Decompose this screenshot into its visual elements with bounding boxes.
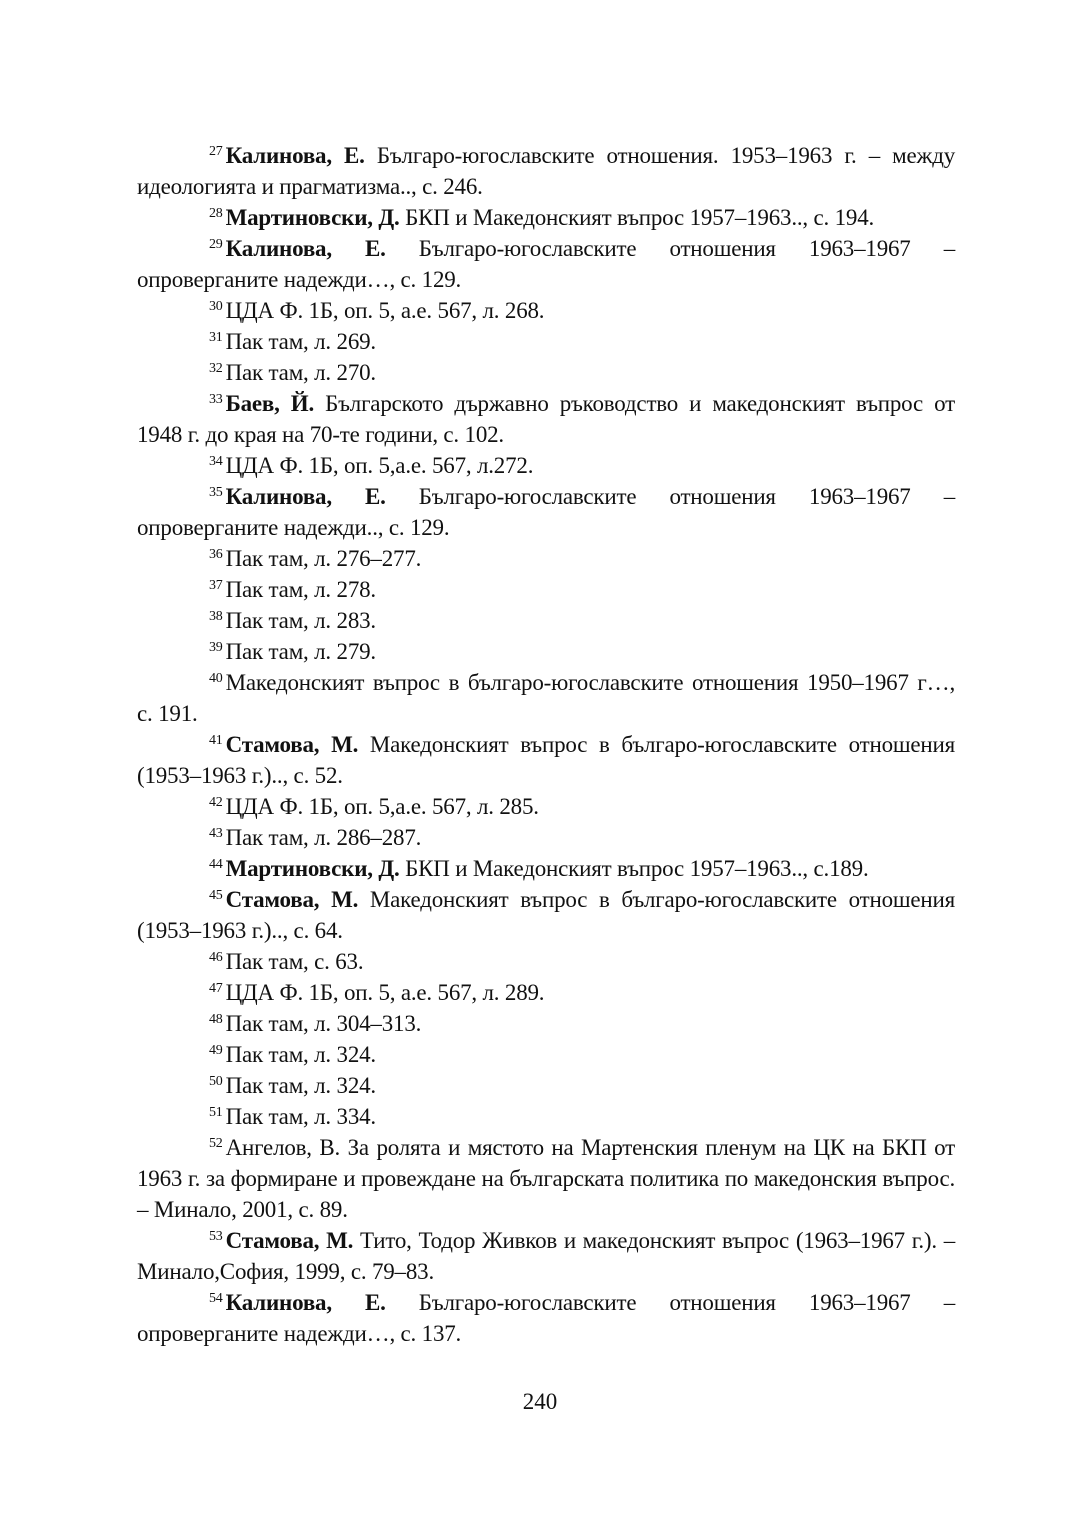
footnote-52 [137,1132,955,1225]
footnote-number: 27 [209,144,223,159]
footnote-number: 34 [209,454,223,469]
footnote-28 [137,202,955,233]
footnote-29 [137,233,955,295]
footnote-number: 53 [209,1229,223,1244]
footnote-54 [137,1287,955,1349]
footnote-35 [137,481,955,543]
footnote-text: ЦДА Ф. 1Б, оп. 5,а.е. 567, л.272. [225,453,534,478]
footnote-number: 42 [209,795,223,810]
footnote-number: 30 [209,299,223,314]
footnote-text: Българо-югославските отношения. 1953–1963 г. – между идеологията и прагматизма.., с. 246. [137,143,955,199]
footnote-text: Българо-югославските отношения 1963–1967 – опроверганите надежди…, с. 129. [137,236,956,292]
footnote-46 [137,946,955,977]
footnote-49 [137,1039,955,1070]
footnote-text: ЦДА Ф. 1Б, оп. 5,а.е. 567, л. 285. [225,794,539,819]
footnote-40 [137,667,955,729]
footnote-text: Македонският въпрос в българо-югославските отношения (1953–1963 г.).., с. 52. [137,732,955,788]
footnote-text: Тито, Тодор Живков и македонският въпрос (1963–1967 г.). – Минало,София, 1999, с. 79–83. [137,1228,956,1284]
footnote-author: Калинова, Е. [225,236,386,261]
footnote-author: Мартиновски, Д. [225,205,400,230]
footnote-text: ЦДА Ф. 1Б, оп. 5, а.е. 567, л. 268. [225,298,545,323]
footnote-27 [137,140,955,202]
footnote-45 [137,884,955,946]
footnote-author: Стамова, М. [225,732,359,757]
footnote-text: Пак там, л. 334. [225,1104,376,1129]
footnote-39 [137,636,955,667]
footnote-50 [137,1070,955,1101]
footnote-number: 32 [209,361,223,376]
footnote-44 [137,853,955,884]
footnote-text: Пак там, л. 279. [225,639,376,664]
footnote-text: Пак там, л. 278. [225,577,376,602]
footnote-37 [137,574,955,605]
footnote-text: Пак там, л. 324. [225,1073,376,1098]
footnote-text: Пак там, с. 63. [225,949,364,974]
footnote-text: Българското държавно ръководство и македонският въпрос от 1948 г. до края на 70-те години, с. 102. [137,391,955,447]
footnote-text: Българо-югославските отношения 1963–1967 – опроверганите надежди…, с. 137. [137,1290,956,1346]
footnote-text: Пак там, л. 276–277. [225,546,422,571]
footnote-36 [137,543,955,574]
footnote-51 [137,1101,955,1132]
footnote-42 [137,791,955,822]
footnote-number: 29 [209,237,223,252]
footnote-text: Ангелов, В. За ролята и мястото на Мартенския пленум на ЦК на БКП от 1963 г. за формиране и провеждане на българската политика по македонския въпрос. – Минало, 2001, с. 89. [137,1135,955,1222]
footnote-text: Пак там, л. 286–287. [225,825,422,850]
footnote-number: 46 [209,950,223,965]
footnote-41 [137,729,955,791]
footnote-author: Стамова, М. [225,1228,354,1253]
footnote-number: 37 [209,578,223,593]
footnote-text: Пак там, л. 324. [225,1042,376,1067]
footnote-author: Стамова, М. [225,887,359,912]
footnote-53 [137,1225,955,1287]
footnote-number: 40 [209,671,223,686]
page-number: 240 [522,1389,558,1414]
footnote-number: 50 [209,1074,223,1089]
footnote-author: Баев, Й. [225,391,315,416]
footnote-34 [137,450,955,481]
footnote-48 [137,1008,955,1039]
footnote-text: ЦДА Ф. 1Б, оп. 5, а.е. 567, л. 289. [225,980,545,1005]
footnote-text: Македонският въпрос в българо-югославските отношения 1950–1967 г…, с. 191. [137,670,955,726]
footnote-text: Пак там, л. 269. [225,329,376,354]
footnotes-list [137,140,955,1349]
footnote-text: Българо-югославските отношения 1963–1967 – опроверганите надежди.., с. 129. [137,484,956,540]
footnote-number: 39 [209,640,223,655]
footnote-number: 36 [209,547,223,562]
footnote-number: 33 [209,392,223,407]
footnote-number: 52 [209,1136,223,1151]
footnote-text: БКП и Македонският въпрос 1957–1963.., с. 194. [399,205,875,230]
footnote-number: 51 [209,1105,223,1120]
footnote-30 [137,295,955,326]
footnote-text: Пак там, л. 270. [225,360,376,385]
footnote-number: 38 [209,609,223,624]
footnote-38 [137,605,955,636]
footnote-number: 31 [209,330,223,345]
footnote-number: 47 [209,981,223,996]
footnote-text: БКП и Македонският въпрос 1957–1963.., с.189. [399,856,869,881]
footnote-31 [137,326,955,357]
footnote-author: Калинова, Е. [225,1290,386,1315]
footnote-number: 41 [209,733,223,748]
footnote-number: 48 [209,1012,223,1027]
footnote-43 [137,822,955,853]
footnote-text: Пак там, л. 304–313. [225,1011,422,1036]
footnote-number: 44 [209,857,223,872]
footnote-47 [137,977,955,1008]
footnote-text: Пак там, л. 283. [225,608,376,633]
footnote-author: Мартиновски, Д. [225,856,400,881]
footnote-32 [137,357,955,388]
footnote-author: Калинова, Е. [225,143,365,168]
footnote-number: 54 [209,1291,223,1306]
footnote-author: Калинова, Е. [225,484,386,509]
footnote-number: 49 [209,1043,223,1058]
footnote-33 [137,388,955,450]
footnote-number: 43 [209,826,223,841]
footnote-number: 28 [209,206,223,221]
footnote-number: 45 [209,888,223,903]
footnote-number: 35 [209,485,223,500]
footnote-text: Македонският въпрос в българо-югославските отношения (1953–1963 г.).., с. 64. [137,887,955,943]
